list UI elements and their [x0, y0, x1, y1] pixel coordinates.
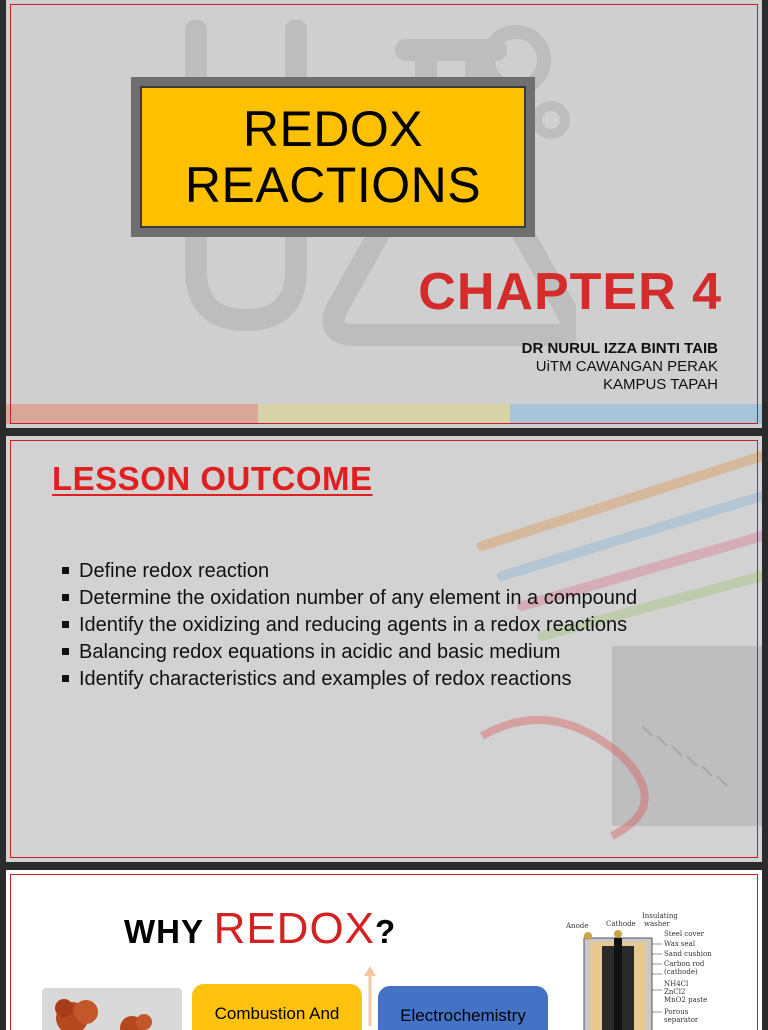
- outcome-text: Balancing redox equations in acidic and basic medium: [79, 641, 561, 663]
- why-redox-slide: [6, 870, 762, 1030]
- outcome-list: [62, 558, 662, 693]
- label-wax-seal: Wax seal: [664, 940, 696, 948]
- bullet-square-icon: [62, 675, 69, 682]
- outcome-text: Determine the oxidation number of any element in a compound: [79, 587, 638, 609]
- decorative-color-strip: [6, 404, 762, 424]
- list-item: [62, 558, 662, 585]
- why-prefix: WHY: [124, 913, 214, 950]
- list-item: [62, 585, 662, 612]
- title-box: [131, 77, 535, 237]
- label-nh4cl: NH4Cl: [664, 980, 689, 988]
- label-washer: washer: [644, 920, 670, 928]
- outcome-text: Define redox reaction: [79, 560, 270, 582]
- label-insulating: Insulating: [642, 912, 678, 920]
- author-institution: UiTM CAWANGAN PERAK: [535, 358, 718, 375]
- outcome-text: Identify the oxidizing and reducing agents in a redox reactions: [79, 614, 628, 636]
- combustion-box: Combustion And: [192, 984, 362, 1030]
- title-slide: [6, 0, 762, 428]
- electrochemistry-box: Electrochemistry: [378, 986, 548, 1030]
- why-redox-heading: [124, 904, 395, 954]
- author-name: DR NURUL IZZA BINTI TAIB: [521, 340, 718, 357]
- bullet-square-icon: [62, 621, 69, 628]
- title-panel: [140, 86, 526, 228]
- label-carbon-rod: Carbon rod: [664, 960, 705, 968]
- bullet-square-icon: [62, 594, 69, 601]
- label-cathode: Cathode: [606, 920, 636, 928]
- title-line-1: REDOX: [242, 101, 424, 157]
- chapter-heading: CHAPTER 4: [418, 263, 722, 321]
- label-cathode-paren: (cathode): [664, 968, 698, 976]
- lesson-outcome-heading: LESSON OUTCOME: [52, 460, 373, 497]
- label-mno2: MnO2 paste: [664, 996, 708, 1004]
- label-sand-cushion: Sand cushion: [664, 950, 712, 958]
- bullet-square-icon: [62, 648, 69, 655]
- label-porous: Porous: [664, 1008, 689, 1016]
- list-item: [62, 666, 662, 693]
- why-suffix: ?: [375, 913, 396, 950]
- list-item: [62, 612, 662, 639]
- bullet-square-icon: [62, 567, 69, 574]
- author-campus: KAMPUS TAPAH: [602, 376, 718, 393]
- author-block: [522, 340, 718, 394]
- label-zncl2: ZnCl2: [664, 988, 686, 996]
- why-redox-word: REDOX: [213, 904, 376, 953]
- lesson-outcome-slide: [6, 436, 762, 862]
- label-separator: separator: [664, 1016, 699, 1024]
- list-item: [62, 639, 662, 666]
- title-line-2: REACTIONS: [184, 157, 482, 213]
- dry-cell-diagram: [566, 910, 716, 1030]
- label-steel-cover: Steel cover: [664, 930, 704, 938]
- arrow-up-icon: [363, 966, 377, 1026]
- outcome-text: Identify characteristics and examples of redox reactions: [79, 668, 572, 690]
- label-anode: Anode: [566, 922, 589, 930]
